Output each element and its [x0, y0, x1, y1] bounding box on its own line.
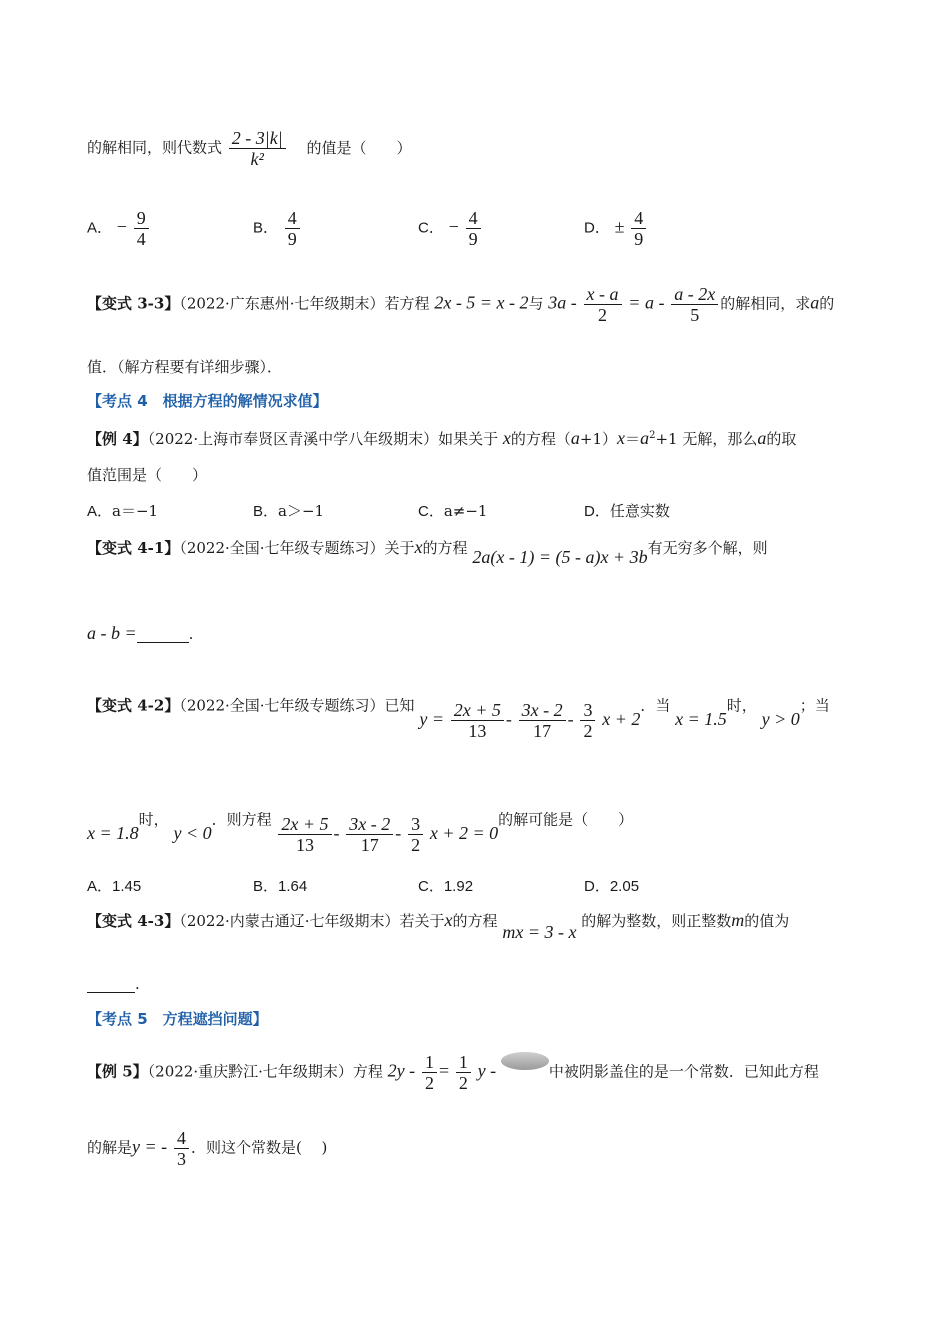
option-sign: − [448, 216, 459, 237]
equation: mx = 3 - x [502, 922, 577, 942]
variant-text: ．则方程 [211, 810, 272, 829]
example-label: 【例 4】 [87, 430, 148, 448]
option-value: 任意实数 [609, 502, 670, 520]
option-letter: C． [418, 503, 444, 520]
option-num: 4 [466, 208, 481, 229]
option-letter: A． [87, 878, 113, 895]
y-tail: x + 2 [602, 708, 641, 729]
option-den: 9 [634, 229, 644, 249]
variant-text: 的方程 [422, 539, 468, 557]
frac-num: 4 [174, 1128, 189, 1149]
frac-den: 13 [468, 721, 487, 741]
section-4-heading: 【考点 4 根据方程的解情况求值】 [87, 392, 328, 410]
option-num: 4 [631, 208, 646, 229]
variant-label: 【变式 3-3】 [87, 294, 180, 313]
equation-1: 2x - 5 = x - 2 [434, 292, 529, 313]
y-equals: y = [419, 708, 444, 729]
q3-2-tail-line [87, 128, 411, 169]
variant-text: 的值为 [744, 912, 790, 930]
variant-text: 时， [726, 696, 757, 715]
frac-den: 2 [583, 721, 593, 741]
option-num: 4 [285, 208, 300, 229]
variable-x: x [502, 428, 511, 448]
example-5-line2 [87, 1128, 327, 1169]
variable: a [810, 292, 820, 313]
y-fraction-1 [451, 700, 504, 741]
v4-2-option-c[interactable] [418, 875, 473, 896]
variant-4-2-line1: 【变式 4-2】（2022·全国·七年级专题练习）已知 y = $\frac{2x + 5}{13}$ - $\frac{3x - 2}{17}$ - $\frac{3}{2}$ x + 2．当 x = 1.5时， y > 0；当 [87, 696, 830, 741]
option-letter: B． [253, 219, 279, 237]
q3-2-text-after: 的值是（ ） [306, 138, 412, 157]
answer-lhs: a - b = [87, 623, 137, 643]
variant-3-3-line1 [87, 284, 834, 325]
frac-num: 3x - 2 [346, 814, 393, 835]
q3-2-text-before: 的解相同，则代数式 [87, 138, 223, 157]
frac-num: 2x + 5 [451, 700, 504, 721]
variant-3-3-line2: 值．（解方程要有详细步骤）． [87, 358, 283, 376]
ex4-option-c[interactable] [418, 500, 487, 521]
option-den: 4 [136, 229, 146, 249]
equation-2-fraction-2 [671, 284, 718, 325]
q3-2-option-b[interactable] [253, 208, 302, 249]
q3-2-option-a[interactable] [87, 208, 151, 249]
option-letter: D． [584, 878, 610, 895]
frac-den: 3 [176, 1149, 186, 1169]
frac-num: 3x - 2 [519, 700, 566, 721]
eq-fraction-1 [422, 1052, 437, 1093]
example-text: ＝ [625, 430, 641, 448]
variant-text: 的方程 [452, 912, 498, 930]
v4-2-option-a[interactable] [87, 875, 141, 896]
frac-num: 1 [422, 1052, 437, 1073]
option-letter: B． [253, 503, 279, 520]
example-source: （2022·重庆黔江·七年级期末）方程 [147, 1062, 383, 1081]
eq-fraction-2 [346, 814, 393, 855]
variant-4-3-answer: . [87, 974, 140, 994]
ex4-option-d[interactable] [584, 500, 670, 521]
option-letter: D． [584, 219, 610, 237]
shadow-blot-icon [501, 1052, 549, 1070]
option-letter: A． [87, 503, 113, 520]
option-letter: C． [418, 219, 444, 237]
example-label: 【例 5】 [87, 1062, 148, 1081]
frac-num: 3 [408, 814, 423, 835]
v4-2-option-d[interactable] [584, 875, 639, 896]
option-num: 9 [134, 208, 149, 229]
frac-num: 1 [456, 1052, 471, 1073]
variant-text: 有无穷多个解，则 [647, 539, 768, 557]
example-text: 中被阴影盖住的是一个常数．已知此方程 [548, 1062, 819, 1081]
equation-part: 2y - [387, 1060, 416, 1081]
variant-source: （2022·全国·七年级专题练习）已知 [179, 696, 415, 715]
option-letter: C． [418, 878, 444, 895]
q3-2-frac-den: k² [250, 149, 264, 169]
option-value: 1.92 [443, 878, 474, 895]
equation-2-part: 3a - [548, 292, 577, 313]
variant-text: ；当 [799, 696, 830, 715]
option-den: 9 [468, 229, 478, 249]
eq-fraction-3 [408, 814, 423, 855]
y-fraction-2 [519, 700, 566, 741]
ex4-option-b[interactable] [253, 500, 324, 521]
frac-den: 2 [411, 835, 421, 855]
option-value: 1.64 [278, 878, 308, 895]
example-text: +1 无解，那么 [655, 430, 758, 448]
option-letter: B． [253, 878, 279, 895]
variable-m: m [731, 910, 745, 930]
equation-part: = [438, 1060, 450, 1081]
option-value: 1.45 [112, 878, 142, 895]
variant-label: 【变式 4-3】 [87, 912, 180, 930]
equation-part: y - [477, 1060, 497, 1081]
option-letter: A． [87, 219, 113, 237]
condition-3: x = 1.8 [87, 822, 139, 843]
variant-4-2-line2: x = 1.8时， y < 0．则方程 $\frac{2x + 5}{13}$ - $\frac{3x - 2}{17}$ - $\frac{3}{2}$ x + 2 = 0的解可能是（ ） [87, 810, 634, 855]
frac-den: 13 [295, 835, 314, 855]
frac-den: 2 [424, 1073, 434, 1093]
eq-fraction-1 [278, 814, 331, 855]
q3-2-option-d[interactable] [584, 208, 648, 249]
option-letter: D． [584, 503, 610, 520]
q3-2-fraction [229, 128, 286, 169]
q3-2-option-c[interactable] [418, 208, 483, 249]
variant-text: 的解可能是（ ） [498, 810, 634, 829]
variant-source: （2022·全国·七年级专题练习）关于 [179, 539, 415, 557]
variant-4-3-line1 [87, 910, 790, 942]
y-fraction-3 [580, 700, 595, 741]
variant-4-1-answer: a - b = . [87, 623, 194, 643]
example-text: 的解是 [87, 1138, 133, 1157]
example-text: +1） [579, 430, 618, 448]
example-4-line1: 【例 4】（2022·上海市奉贤区青溪中学八年级期末）如果关于 x的方程$(a+1)x=a^2+1$ 无解，那么a的取 [87, 428, 797, 448]
equation: 2a(x - 1) = (5 - a)x + 3b [472, 547, 648, 567]
variant-text: ．当 [640, 696, 671, 715]
option-den: 9 [287, 229, 297, 249]
frac-num: a - 2x [671, 284, 718, 305]
ex4-option-a[interactable] [87, 500, 158, 521]
eq-fraction-2 [456, 1052, 471, 1093]
equation-2-part: = a - [628, 292, 665, 313]
section-5-heading: 【考点 5 方程遮挡问题】 [87, 1010, 268, 1028]
variant-source: （2022·广东惠州·七年级期末）若方程 [179, 294, 430, 313]
eq-tail: x + 2 = 0 [429, 822, 499, 843]
frac-den: 5 [690, 305, 700, 325]
frac-den: 17 [533, 721, 552, 741]
q3-2-frac-num: 2 - 3|k| [229, 128, 286, 149]
variant-tail-2: 的 [819, 294, 835, 313]
option-sign: ± [614, 216, 625, 237]
variant-source: （2022·内蒙古通辽·七年级期末）若关于 [179, 912, 445, 930]
answer-blank[interactable] [87, 978, 135, 993]
example-4-line2: 值范围是（ ） [87, 466, 208, 484]
example-text: 的取 [766, 430, 797, 448]
variable-x: x [617, 428, 626, 448]
example-source: （2022·上海市奉贤区青溪中学八年级期末）如果关于 [147, 430, 499, 448]
frac-den: 2 [598, 305, 608, 325]
variable-a: a [640, 428, 650, 448]
example-text: 的方程（ [510, 430, 571, 448]
equation-2-fraction-1 [584, 284, 622, 325]
option-fraction [631, 208, 646, 249]
condition-2: y > 0 [761, 708, 800, 729]
option-value: a＞−1 [278, 502, 325, 520]
variant-text: 时， [138, 810, 169, 829]
solution-fraction [174, 1128, 189, 1169]
option-value: a≠−1 [443, 502, 488, 520]
answer-blank[interactable] [137, 628, 189, 643]
variant-tail: 的解相同，求 [720, 294, 811, 313]
option-fraction [466, 208, 481, 249]
option-sign: − [116, 216, 127, 237]
variant-label: 【变式 4-2】 [87, 696, 180, 715]
option-value: 2.05 [609, 878, 640, 895]
v4-2-option-b[interactable] [253, 875, 307, 896]
variable-a: a [570, 428, 580, 448]
solution-y: y = - [132, 1136, 168, 1157]
option-fraction [285, 208, 300, 249]
frac-den: 17 [360, 835, 379, 855]
variant-4-1-line1 [87, 537, 768, 567]
variable-x: x [414, 537, 423, 557]
example-text: ．则这个常数是( ) [190, 1138, 328, 1157]
variant-label: 【变式 4-1】 [87, 539, 180, 557]
frac-den: 2 [458, 1073, 468, 1093]
variable-a: a [757, 428, 767, 448]
variable-x: x [444, 910, 453, 930]
connector-text: 与 [528, 294, 544, 313]
frac-num: 2x + 5 [278, 814, 331, 835]
condition-4: y < 0 [173, 822, 212, 843]
example-5-line1 [87, 1052, 819, 1093]
frac-num: x - a [584, 284, 622, 305]
condition-1: x = 1.5 [675, 708, 727, 729]
frac-num: 3 [580, 700, 595, 721]
option-fraction [134, 208, 149, 249]
variant-text: 的解为整数，则正整数 [581, 912, 732, 930]
option-value: a＝−1 [112, 502, 159, 520]
